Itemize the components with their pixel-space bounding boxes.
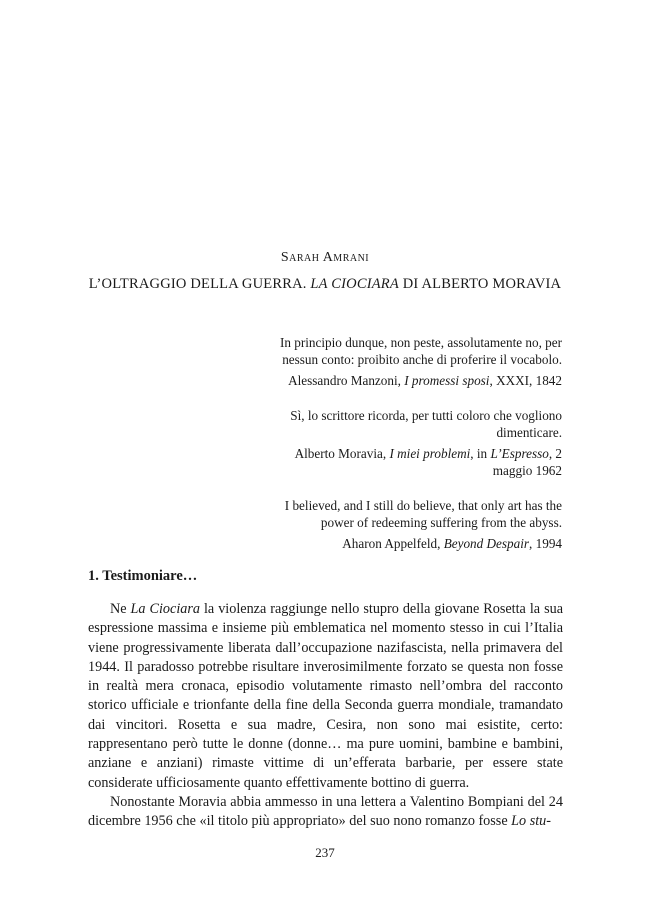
epigraph-source-rest: , 1994 [529, 536, 562, 551]
epigraph-source [270, 445, 562, 479]
epigraph-appelfeld [270, 497, 562, 552]
p1-italic-title: La Ciociara [130, 601, 200, 617]
paragraph-2 [88, 793, 563, 832]
epigraph-source-mid: , in [470, 446, 491, 461]
article-author: Sarah Amrani [280, 250, 370, 265]
p2-italic-title: Lo stu- [511, 813, 551, 830]
epigraph-source-rest: , 2 maggio 1962 [492, 446, 562, 478]
epigraph-manzoni [270, 334, 562, 389]
epigraph-source-work: I miei problemi [389, 446, 471, 461]
epigraph-moravia [270, 407, 562, 479]
epigraph-source-author: Alberto Moravia, [294, 446, 390, 461]
article-title [0, 276, 650, 293]
epigraph-source-rest: , XXXI, 1842 [489, 373, 562, 388]
p2-start: Nonostante Moravia abbia ammesso in una lettera a Valentino Bompiani del 24 dicembre 1956 che «il titolo più appropriato» del suo nono romanzo fosse [88, 793, 563, 830]
epigraph-source [270, 372, 562, 389]
epigraphs [270, 334, 562, 570]
section-heading: 1. Testimoniare… [88, 568, 198, 584]
epigraph-source [270, 535, 562, 552]
title-italic-work: LA CIOCIARA [310, 276, 399, 292]
title-part-1: L’OLTRAGGIO DELLA GUERRA. [88, 276, 311, 292]
page-number: 237 [315, 845, 335, 860]
body-text [88, 600, 563, 832]
epigraph-source-work: Beyond Despair [443, 536, 530, 551]
epigraph-source-publication: L’Espresso [490, 446, 549, 461]
epigraph-source-author: Aharon Appelfeld, [342, 536, 444, 551]
epigraph-quote: I believed, and I still do believe, that only art has the power of redeeming suffering from the abyss. [284, 498, 562, 530]
epigraph-source-work: I promessi sposi [404, 373, 490, 388]
p1-rest: la violenza raggiunge nello stupro della giovane Rosetta la sua espressione massima e insieme più emblematica nel momento stesso in cui l’Italia viene progressivamente liberata dall’occupazione nazifascista, nella primavera del 1944. Il paradosso potrebbe risultare inverosimilmente forzato se questa non fosse in realtà mera cronaca, episodio volutamente rimasto nell’ombra del racconto storico ufficiale e trionfante della fine della Seconda guerra mondiale, tramandato dai vincitori. Rosetta e sua madre, Cesira, non sono mai esistite, certo: rappresentano però tutte le donne (donne… ma pure uomini, bambine e bambini, anziane e anziani) rimaste vittime di un’efferata barbarie, per essere state considerate ufficiosamente quanto effettivamente bottino di guerra. [88, 601, 563, 791]
epigraph-source-author: Alessandro Manzoni, [288, 373, 405, 388]
paragraph-1 [88, 600, 563, 793]
title-part-2: DI ALBERTO MORAVIA [398, 276, 562, 292]
epigraph-quote: In principio dunque, non peste, assolutamente no, per nessun conto: proibito anche di proferire il vocabolo. [280, 335, 562, 367]
epigraph-quote: Sì, lo scrittore ricorda, per tutti coloro che vogliono dimenticare. [290, 408, 562, 440]
p1-start: Ne [110, 601, 131, 617]
